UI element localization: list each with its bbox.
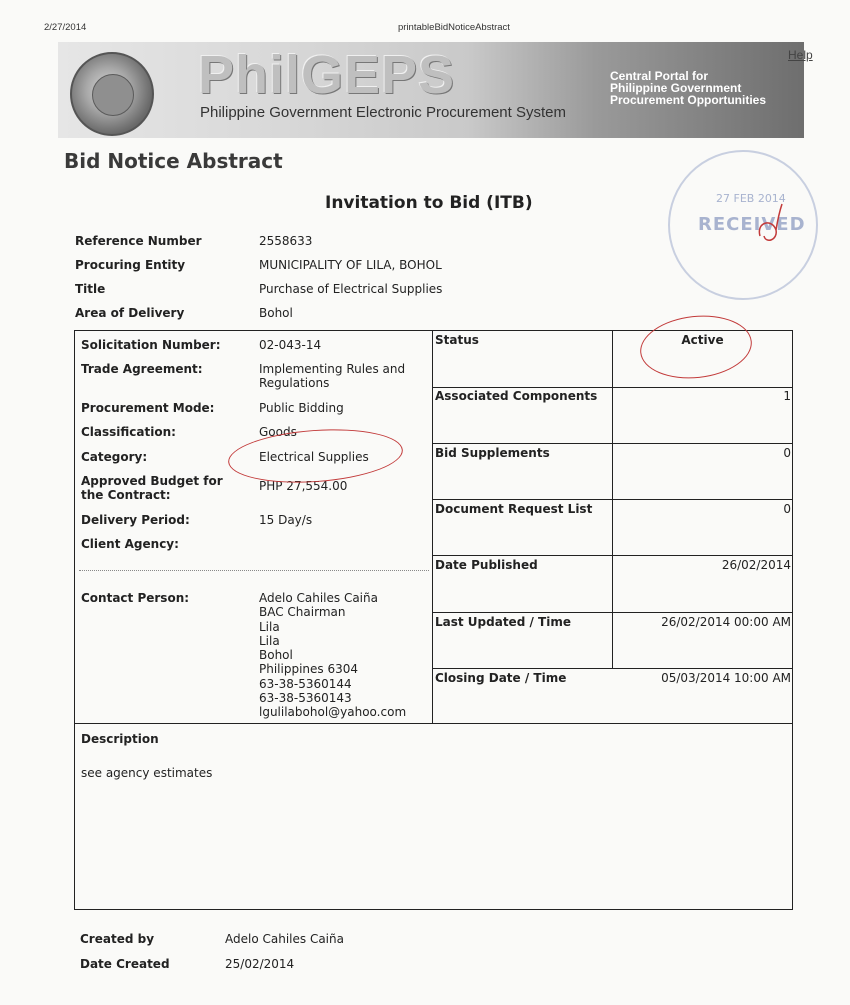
- contact-person-label: Contact Person:: [81, 591, 190, 605]
- delivery-period-label: Delivery Period:: [81, 513, 190, 527]
- portal-tagline: [610, 70, 810, 106]
- closing-date-value: 05/03/2014 10:00 AM: [661, 671, 791, 685]
- brand-logo-text: PhilGEPS: [198, 45, 456, 105]
- area-of-delivery-label: Area of Delivery: [75, 306, 185, 320]
- status-panel: [432, 330, 793, 724]
- document-request-list-value: 0: [783, 502, 791, 516]
- date-created-value: 25/02/2014: [225, 957, 295, 971]
- description-text: see agency estimates: [81, 766, 213, 780]
- description-panel: [74, 723, 793, 910]
- philgeps-banner: [58, 42, 804, 138]
- category-label: Category:: [81, 450, 148, 464]
- title-value: Purchase of Electrical Supplies: [259, 282, 443, 296]
- contact-line: 63-38-5360143: [259, 691, 352, 706]
- stamp-date: 27 FEB 2014: [716, 192, 786, 205]
- trade-agreement-value: Implementing Rules and Regulations: [259, 362, 406, 390]
- contact-details: [259, 591, 406, 720]
- section-divider: [79, 570, 429, 571]
- approved-budget-value: PHP 27,554.00: [259, 479, 348, 493]
- contact-line: 63-38-5360144: [259, 676, 352, 691]
- trade-agreement-label: Trade Agreement:: [81, 362, 203, 376]
- date-published-label: Date Published: [435, 558, 538, 572]
- associated-components-label: Associated Components: [435, 389, 598, 403]
- contact-line: BAC Chairman: [259, 605, 346, 620]
- economy-seal-logo: [70, 52, 154, 136]
- reference-number-value: 2558633: [259, 234, 313, 248]
- contact-line: Adelo Cahiles Caiña: [259, 591, 378, 605]
- associated-components-value: 1: [783, 389, 791, 403]
- portal-line: Procurement Opportunities: [610, 93, 767, 107]
- category-value: Electrical Supplies: [259, 450, 369, 464]
- help-link[interactable]: Help: [788, 48, 813, 62]
- delivery-period-value: 15 Day/s: [259, 513, 313, 527]
- document-request-list-label: Document Request List: [435, 502, 593, 516]
- portal-line: Philippine Government: [610, 81, 742, 95]
- print-date: 2/27/2014: [44, 22, 87, 33]
- status-value: Active: [681, 333, 724, 347]
- created-by-label: Created by: [80, 932, 155, 946]
- details-panel: [74, 330, 433, 724]
- date-created-label: Date Created: [80, 957, 170, 971]
- stamp-text: RECEIVED: [698, 214, 806, 235]
- pen-mark-icon: [752, 200, 792, 250]
- received-stamp: [668, 150, 818, 300]
- solicitation-number-label: Solicitation Number:: [81, 338, 221, 352]
- solicitation-number-value: 02-043-14: [259, 338, 322, 352]
- procuring-entity-value: MUNICIPALITY OF LILA, BOHOL: [259, 258, 442, 272]
- procurement-mode-label: Procurement Mode:: [81, 401, 215, 415]
- procurement-mode-value: Public Bidding: [259, 401, 344, 415]
- portal-line: Central Portal for: [610, 69, 709, 83]
- area-of-delivery-value: Bohol: [259, 306, 293, 320]
- approved-budget-label: Approved Budget for the Contract:: [81, 474, 223, 502]
- description-label: Description: [81, 732, 159, 746]
- contact-line: Philippines 6304: [259, 662, 359, 677]
- last-updated-value: 26/02/2014 00:00 AM: [661, 615, 791, 629]
- client-agency-label: Client Agency:: [81, 537, 179, 551]
- status-label: Status: [435, 333, 479, 347]
- reference-number-label: Reference Number: [75, 234, 202, 248]
- classification-value: Goods: [259, 425, 297, 439]
- bid-supplements-value: 0: [783, 446, 791, 460]
- contact-line: Bohol: [259, 648, 293, 663]
- created-by-value: Adelo Cahiles Caiña: [225, 932, 344, 946]
- classification-label: Classification:: [81, 425, 176, 439]
- contact-line: Lila: [259, 633, 280, 648]
- contact-email: lgulilabohol@yahoo.com: [259, 705, 407, 720]
- seal-center-icon: [92, 74, 134, 116]
- last-updated-label: Last Updated / Time: [435, 615, 571, 629]
- contact-line: Lila: [259, 619, 280, 634]
- bid-supplements-label: Bid Supplements: [435, 446, 550, 460]
- procuring-entity-label: Procuring Entity: [75, 258, 186, 272]
- title-label: Title: [75, 282, 106, 296]
- brand-subtitle: Philippine Government Electronic Procurement System: [200, 104, 566, 121]
- print-title: printableBidNoticeAbstract: [398, 22, 510, 33]
- closing-date-label: Closing Date / Time: [435, 671, 567, 685]
- page-title: Bid Notice Abstract: [64, 149, 283, 173]
- notice-title: Invitation to Bid (ITB): [325, 193, 533, 213]
- date-published-value: 26/02/2014: [721, 558, 791, 572]
